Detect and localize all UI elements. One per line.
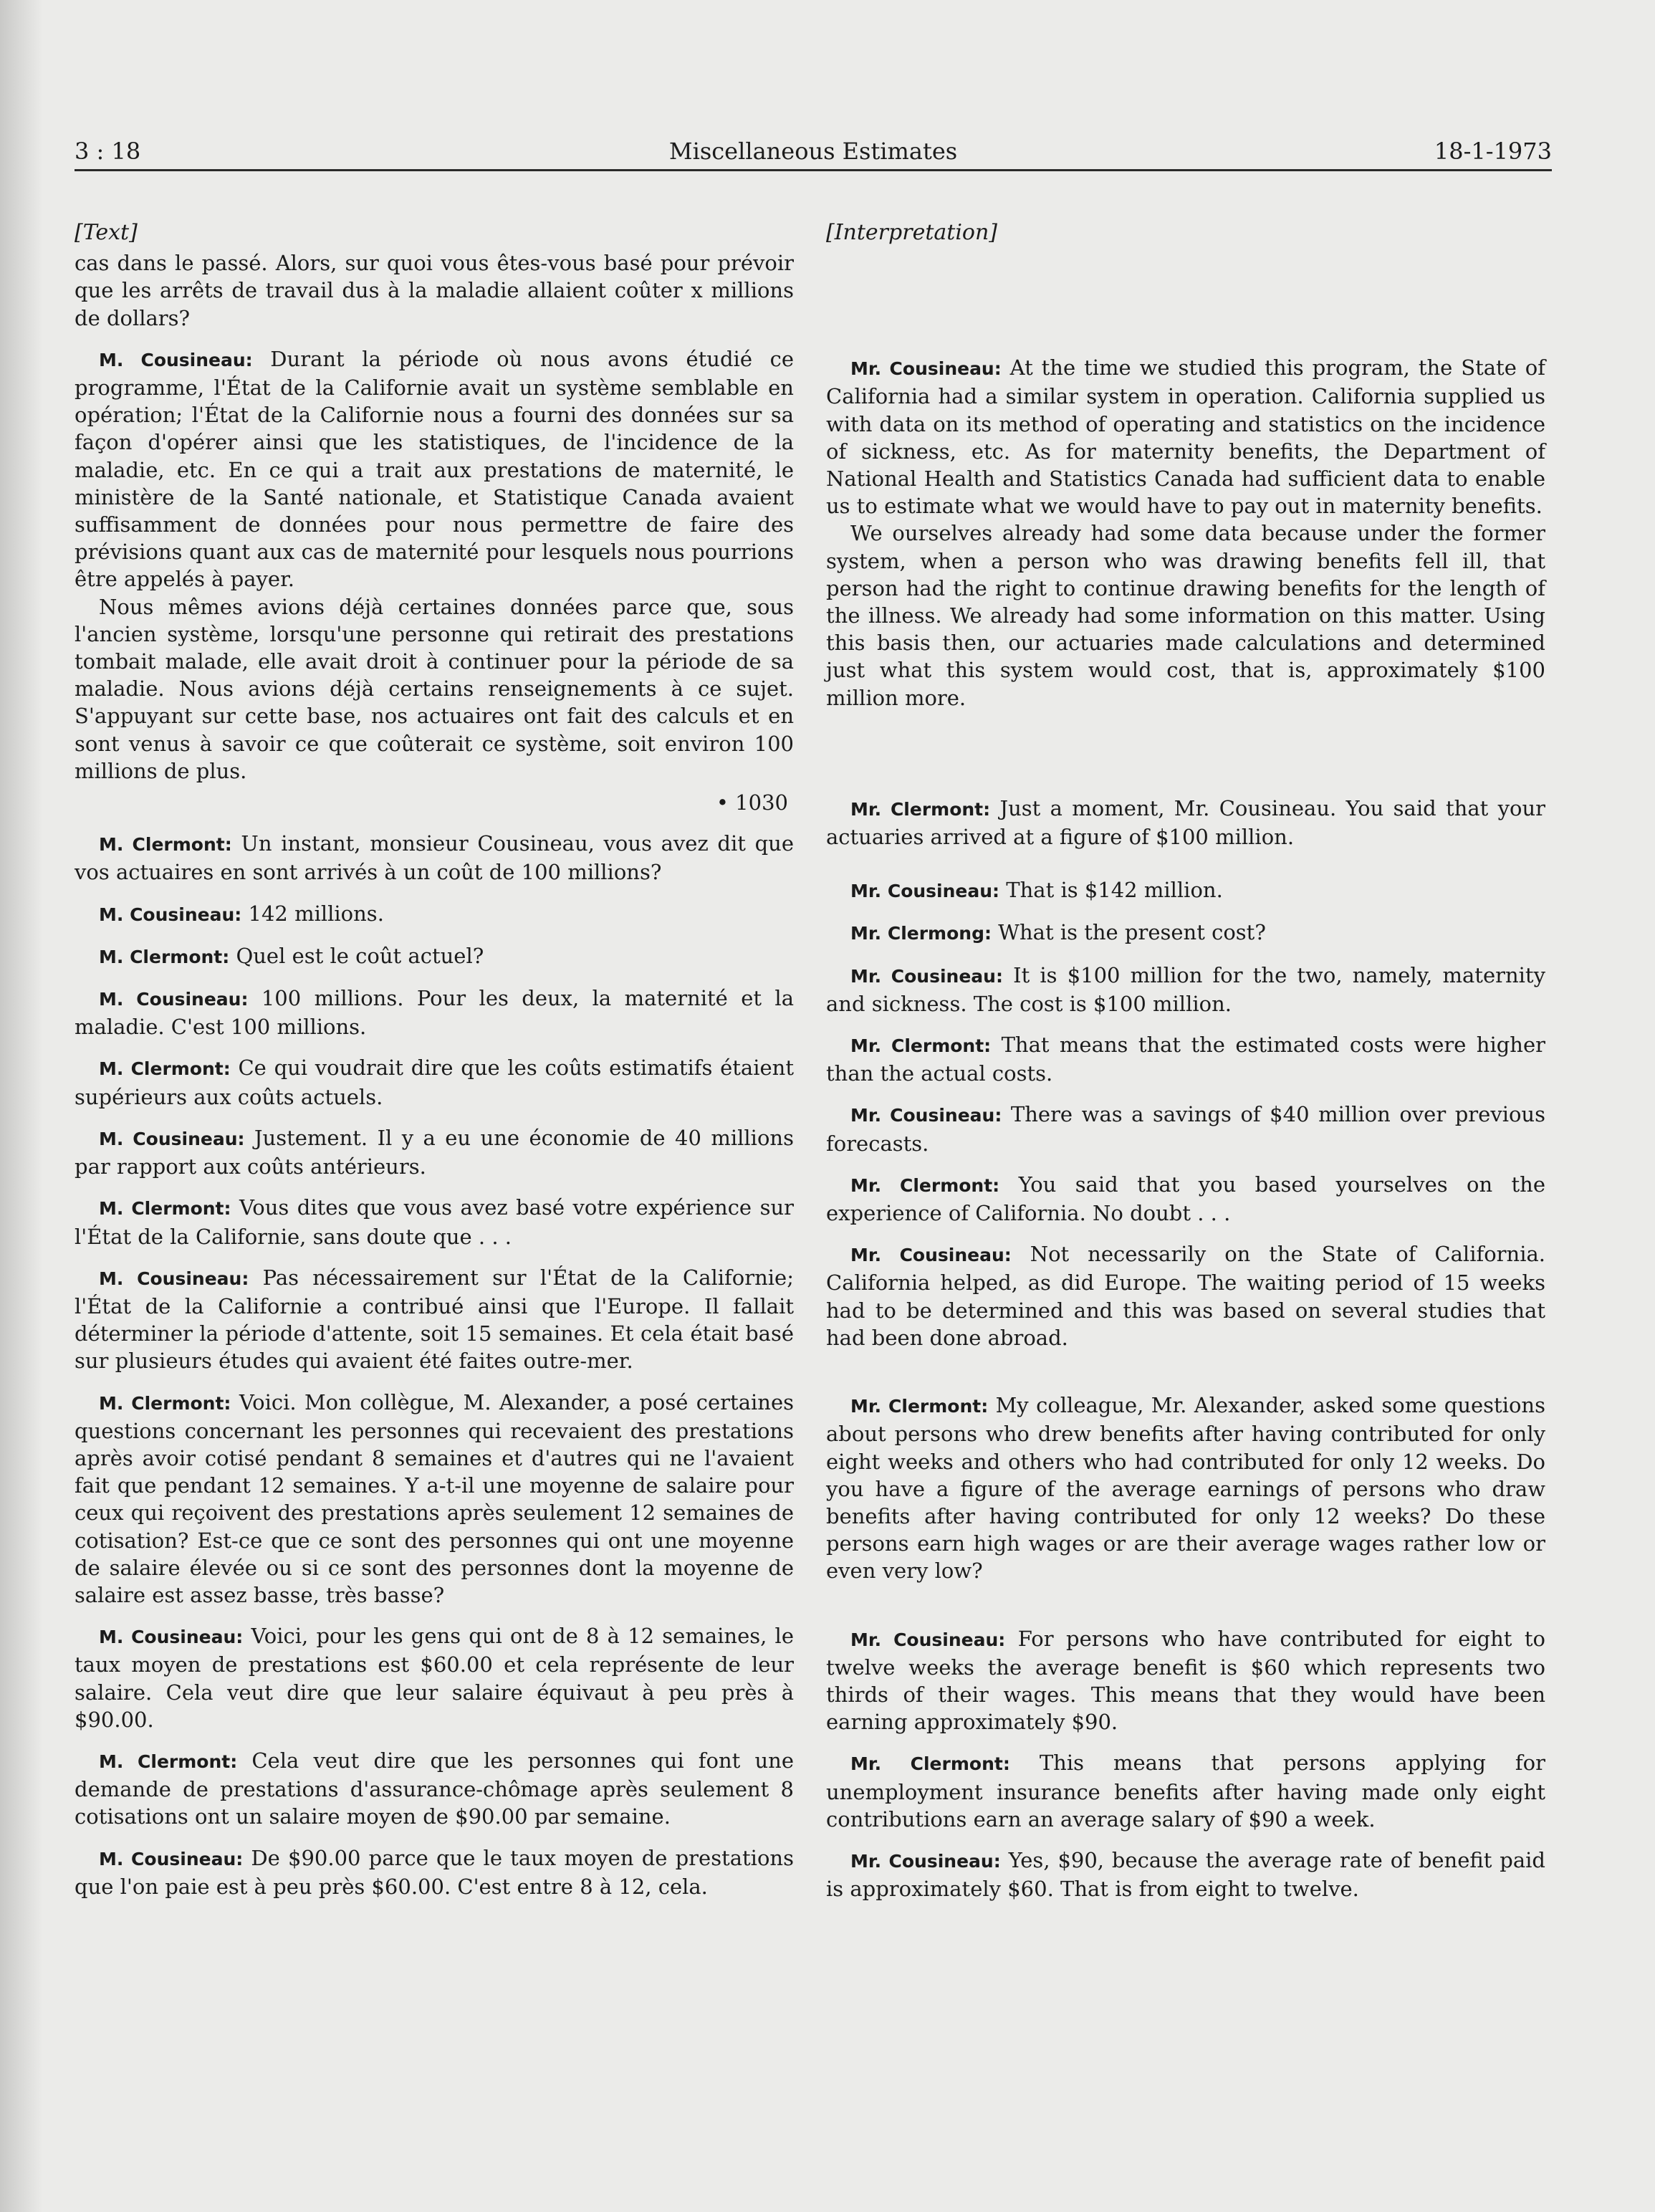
paragraph: We ourselves already had some data because under the former system, when a person who was drawing benefits fell ill, that person had the right to continue drawing benefits for the length of the illness. We already had some information on this matter. Using this basis then, our actuaries made calculations and determined just what this system would cost, that is, approximately $100 million more. [826,521,1545,710]
paragraph: M. Clermont: Cela veut dire que les personnes qui font une demande de prestations d'assurance-chômage après seulement 8 cotisations ont un salaire moyen de $90.00 par semaine. [75,1748,794,1829]
paragraph: Mr. Cousineau: It is $100 million for the two, namely, maternity and sickness. The cost is $100 million. [826,962,1545,1016]
speaker: M. Cousineau: [99,1848,244,1869]
page-date: 18-1-1973 [1434,138,1552,165]
column-label: [Text] [75,220,138,245]
speaker: M. Cousineau: [99,1128,245,1149]
page-number: 3 : 18 [75,138,141,165]
speaker: Mr. Cousineau: [850,358,1002,380]
paragraph: M. Cousineau: Voici, pour les gens qui ont de 8 à 12 semaines, le taux moyen de prestations est $60.00 et cela représente de leur salaire. Cela veut dire que leur salaire équivaut à peu près à $90.00. [75,1624,794,1732]
paragraph: Mr. Clermont: That means that the estimated costs were higher than the actual costs. [826,1033,1545,1086]
english-column [826,219,1545,1902]
paragraph: M. Clermont: Vous dites que vous avez basé votre expérience sur l'État de la Californie, sans doute que . . . [75,1195,794,1249]
speaker: Mr. Clermont: [850,1174,1000,1196]
page-header [75,133,1552,171]
paragraph: M. Clermont: Quel est le coût actuel? [99,943,484,968]
paragraph: M. Clermont: Un instant, monsieur Cousineau, vous avez dit que vos actuaires en sont arrivés à un coût de 100 millions? [75,831,794,885]
paragraph: Mr. Clermont: Just a moment, Mr. Cousineau. You said that your actuaries arrived at a figure of $100 million. [826,795,1545,850]
paragraph: Mr. Cousineau: Yes, $90, because the average rate of benefit paid is approximately $60. That is from eight to twelve. [826,1847,1545,1902]
speaker: Mr. Clermont: [850,1035,992,1057]
paragraph: Mr. Clermont: My colleague, Mr. Alexander, asked some questions about persons who drew benefits after having contributed for only eight weeks and others who had contributed for only 12 weeks. Do you have a figure of the average earnings of persons who draw benefits after having contributed for only 12 weeks? Do these persons earn high wages or are their average wages rather low or even very low? [826,1393,1545,1584]
page-edge-shadow [0,0,43,2212]
paragraph: Mr. Cousineau: At the time we studied this program, the State of California had a similar system in operation. California supplied us with data on its method of operating and statistics on the incidence of sickness, etc. As for maternity benefits, the Department of National Health and Statistics Canada had sufficient data to enable us to estimate what we would have to pay out in maternity benefits. [826,355,1545,519]
paragraph: cas dans le passé. Alors, sur quoi vous êtes-vous basé pour prévoir que les arrêts de travail dus à la maladie allaient coûter x millions de dollars? [75,251,794,330]
speaker: Mr. Clermont: [850,798,991,820]
paragraph: Mr. Clermong: What is the present cost? [850,920,1266,945]
speaker: Mr. Clermont: [850,1753,1010,1775]
speaker: M. Clermont: [99,1198,231,1220]
speaker: M. Clermont: [99,946,230,967]
french-column [75,219,794,1900]
paragraph: Mr. Cousineau: Not necessarily on the State of California. California helped, as did Europe. The waiting period of 15 weeks had to be determined and this was based on several studies that had been done abroad. [826,1242,1545,1350]
paragraph: Mr. Cousineau: There was a savings of $40 million over previous forecasts. [826,1102,1545,1156]
speaker: Mr. Cousineau: [850,881,1000,902]
paragraph: Mr. Clermont: You said that you based yourselves on the experience of California. No doubt . . . [826,1172,1545,1226]
paragraph: M. Cousineau: Durant la période où nous avons étudié ce programme, l'État de la Californie avait un système semblable en opération; l'État de la Californie nous a fourni des données sur sa façon d'opérer ainsi que les statistiques, de l'incidence de la maladie, etc. En ce qui a trait aux prestations de maternité, le ministère de la Santé nationale, et Statistique Canada avaient suffisamment de données pour nous permettre de faire des prévisions quant aux cas de maternité pour lesquels nous pourrions être appelés à payer. [75,346,794,592]
speaker: M. Cousineau: [99,1268,249,1289]
paragraph: M. Cousineau: 142 millions. [99,901,384,926]
paragraph: Nous mêmes avions déjà certaines données parce que, sous l'ancien système, lorsqu'une personne qui retirait des prestations tombait malade, elle avait droit à continuer pour la période de sa maladie. Nous avions déjà certains renseignements à ce sujet. S'appuyant sur cette base, nos actuaires ont fait des calculs et en sont venus à savoir ce que coûterait ce système, soit environ 100 millions de plus. [75,594,794,783]
paragraph: M. Cousineau: 100 millions. Pour les deux, la maternité et la maladie. C'est 100 millions. [75,986,794,1040]
speaker: Mr. Clermont: [850,1396,989,1417]
column-label: [Interpretation] [826,220,998,245]
speaker: Mr. Cousineau: [850,1245,1012,1266]
speaker: M. Clermont: [99,1751,238,1772]
paragraph: M. Cousineau: Justement. Il y a eu une économie de 40 millions par rapport aux coûts antérieurs. [75,1125,794,1179]
paragraph: M. Clermont: Ce qui voudrait dire que les coûts estimatifs étaient supérieurs aux coûts actuels. [75,1055,794,1109]
speaker: M. Clermont: [99,1058,231,1080]
paragraph: M. Cousineau: Pas nécessairement sur l'État de la Californie; l'État de la Californie a contribué ainsi que l'Europe. Il fallait déterminer la période d'attente, soit 15 semaines. Et cela était basé sur plusieurs études qui avaient été faites outre-mer. [75,1265,794,1374]
time-marker: • 1030 [716,790,788,815]
speaker: M. Cousineau: [99,349,253,370]
speaker: M. Cousineau: [99,1627,244,1648]
speaker: Mr. Cousineau: [850,1629,1006,1650]
speaker: M. Cousineau: [99,989,249,1010]
speaker: M. Clermont: [99,834,232,856]
paragraph: M. Clermont: Voici. Mon collègue, M. Alexander, a posé certaines questions concernant les personnes qui recevaient des prestations après avoir cotisé pendant 8 semaines et d'autres qui ne l'avaient fait que pendant 12 semaines. Y a-t-il une moyenne de salaire pour ceux qui reçoivent des prestations après seulement 12 semaines de cotisation? Est-ce que ce sont des personnes qui ont une moyenne de salaire élevée ou si ce sont des personnes dont la moyenne de salaire est assez basse, très basse? [75,1389,794,1607]
speaker: M. Clermont: [99,1392,231,1414]
speaker: M. Cousineau: [99,904,242,925]
speaker: Mr. Cousineau: [850,1850,1001,1872]
speaker: Mr. Cousineau: [850,1105,1002,1126]
paragraph: Mr. Clermont: This means that persons applying for unemployment insurance benefits after having made only eight contributions earn an average salary of $90 a week. [826,1751,1545,1832]
paragraph: Mr. Cousineau: That is $142 million. [850,878,1223,903]
speaker: Mr. Cousineau: [850,965,1003,987]
paragraph: Mr. Cousineau: For persons who have contributed for eight to twelve weeks the average benefit is $60 which represents two thirds of their wages. This means that they would have been earning approximately $90. [826,1626,1545,1735]
paragraph: M. Cousineau: De $90.00 parce que le taux moyen de prestations que l'on paie est à peu près $60.00. C'est entre 8 à 12, cela. [75,1845,794,1899]
page-title: Miscellaneous Estimates [668,138,958,165]
speaker: Mr. Clermong: [850,923,992,944]
